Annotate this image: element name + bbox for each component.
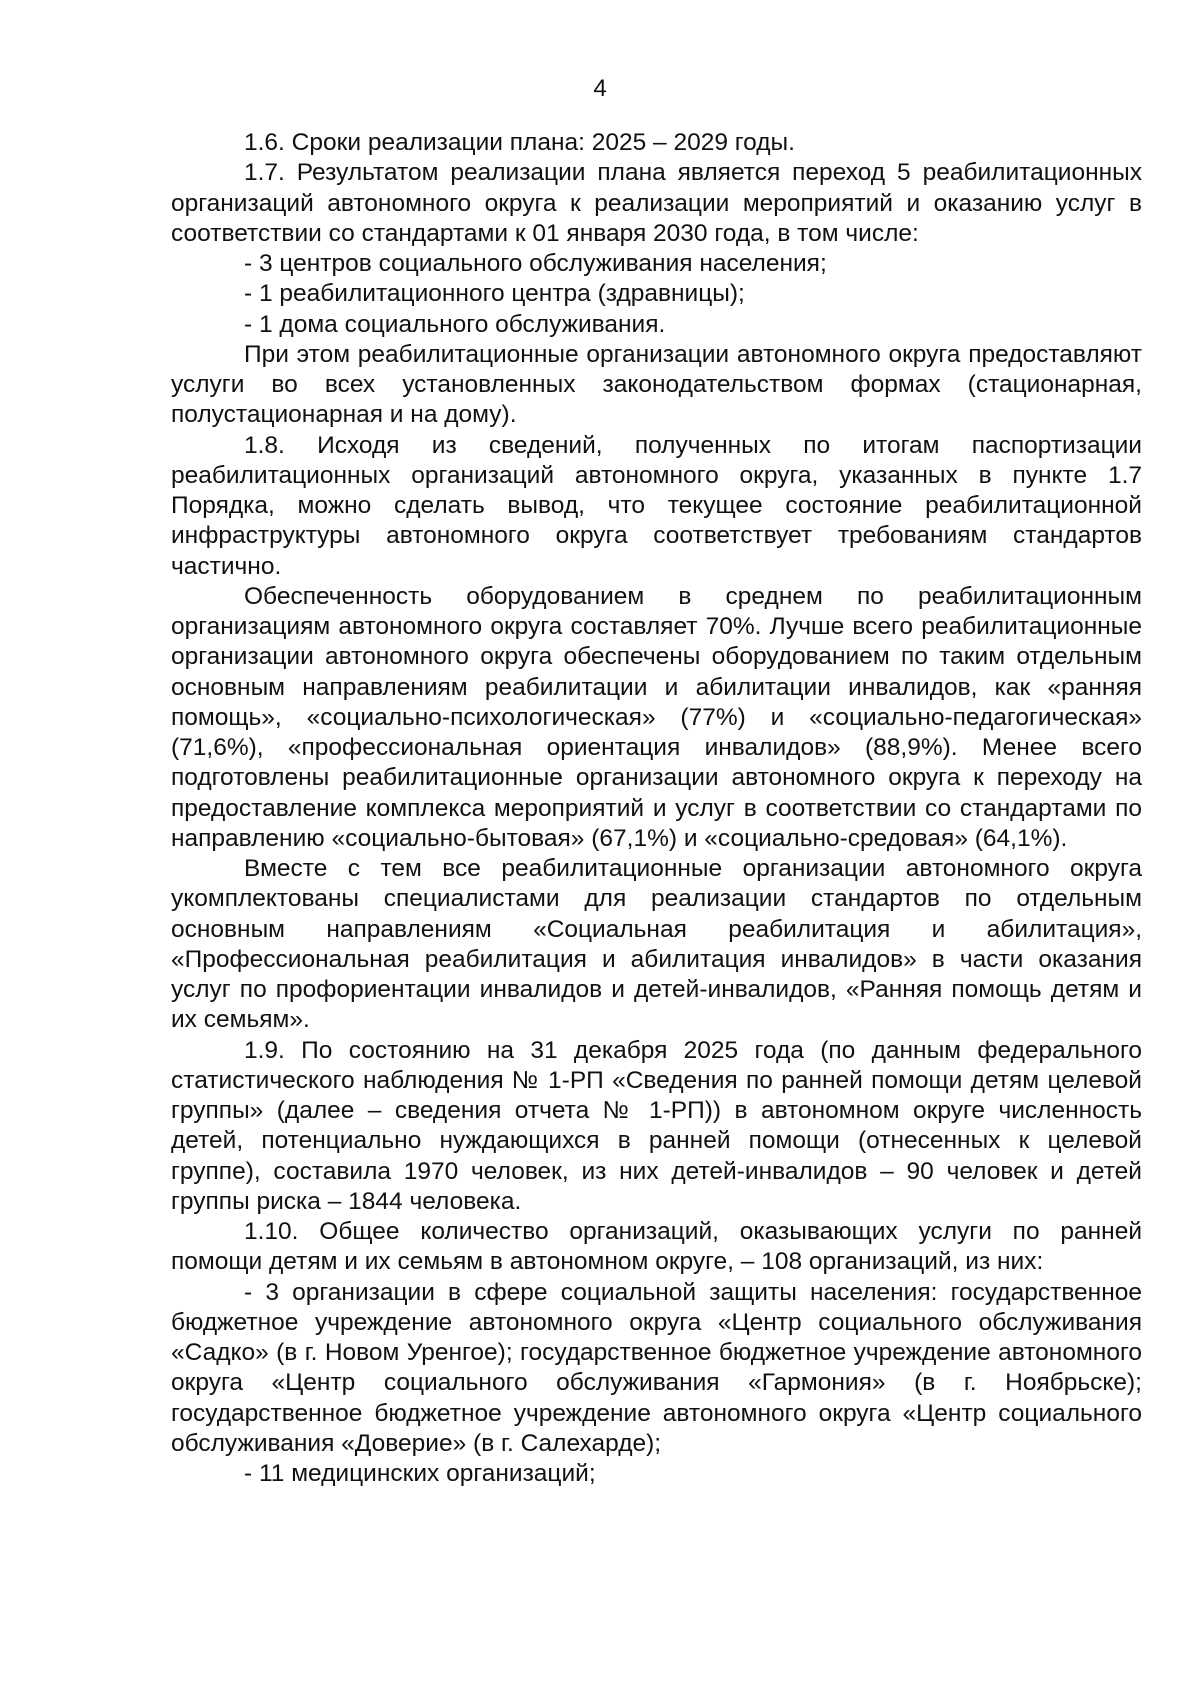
page-number: 4 <box>593 75 607 102</box>
list-item-social-protection-organizations: - 3 организации в сфере социальной защиты населения: государственное бюджетное учреждение автономного округа «Центр социального обслуживания «Садко» (в г. Новом Уренгое); государственное бюджетное учреждение автономного округа «Центр социального обслуживания «Гармония» (в г. Ноябрьске); государственное бюджетное учреждение автономного округа «Центр социального обслуживания «Доверие» (в г. Салехарде); <box>171 1278 1142 1457</box>
list-item-social-service-home: - 1 дома социального обслуживания. <box>244 310 666 338</box>
paragraph-staffing: Вместе с тем все реабилитационные организации автономного округа укомплектованы специалистами для реализации стандартов по отдельным основным направлениям «Социальная реабилитация и абилитация», «Профессиональная реабилитация и абилитация инвалидов» в части оказания услуг по профориентации инвалидов и детей-инвалидов, «Ранняя помощь детям и их семьям». <box>171 855 1142 1034</box>
paragraph-1-7: 1.7. Результатом реализации плана является переход 5 реабилитационных организаций автономного округа к реализации мероприятий и оказанию услуг в соответствии со стандартами к 01 января 2030 года, в том числе: <box>171 159 1142 247</box>
paragraph-1-6: 1.6. Сроки реализации плана: 2025 – 2029 годы. <box>244 129 795 156</box>
list-item-social-service-centers: - 3 центров социального обслуживания населения; <box>244 250 827 277</box>
document-body <box>171 128 1142 1489</box>
list-item-rehabilitation-center: - 1 реабилитационного центра (здравницы); <box>244 280 745 308</box>
paragraph-1-9: 1.9. По состоянию на 31 декабря 2025 года (по данным федерального статистического наблюдения № 1-РП «Сведения по ранней помощи детям целевой группы» (далее – сведения отчета № 1-РП)) в автономном округе численность детей, потенциально нуждающихся в ранней помощи (отнесенных к целевой группе), составила 1970 человек, из них детей-инвалидов – 90 человек и детей группы риска – 1844 человека. <box>171 1036 1142 1215</box>
paragraph-1-8: 1.8. Исходя из сведений, полученных по итогам паспортизации реабилитационных организаций автономного округа, указанных в пункте 1.7 Порядка, можно сделать вывод, что текущее состояние реабилитационной инфраструктуры автономного округа соответствует требованиям стандартов частично. <box>171 431 1142 580</box>
paragraph-service-forms: При этом реабилитационные организации автономного округа предоставляют услуги во всех установленных законодательством формах (стационарная, полустационарная и на дому). <box>171 340 1142 429</box>
paragraph-equipment-provision: Обеспеченность оборудованием в среднем по реабилитационным организациям автономного округа составляет 70%. Лучше всего реабилитационные организации автономного округа обеспечены оборудованием по таким отдельным основным направлениям реабилитации и абилитации инвалидов, как «ранняя помощь», «социально-психологическая» (77%) и «социально-педагогическая» (71,6%), «профессиональная ориентация инвалидов» (88,9%). Менее всего подготовлены реабилитационные организации автономного округа к переходу на предоставление комплекса мероприятий и услуг в соответствии со стандартами по направлению «социально-бытовая» (67,1%) и «социально-средовая» (64,1%). <box>171 582 1142 852</box>
paragraph-1-10: 1.10. Общее количество организаций, оказывающих услуги по ранней помощи детям и их семьям в автономном округе, – 108 организаций, из них: <box>171 1218 1142 1276</box>
list-item-medical-organizations: - 11 медицинских организаций; <box>244 1460 596 1487</box>
